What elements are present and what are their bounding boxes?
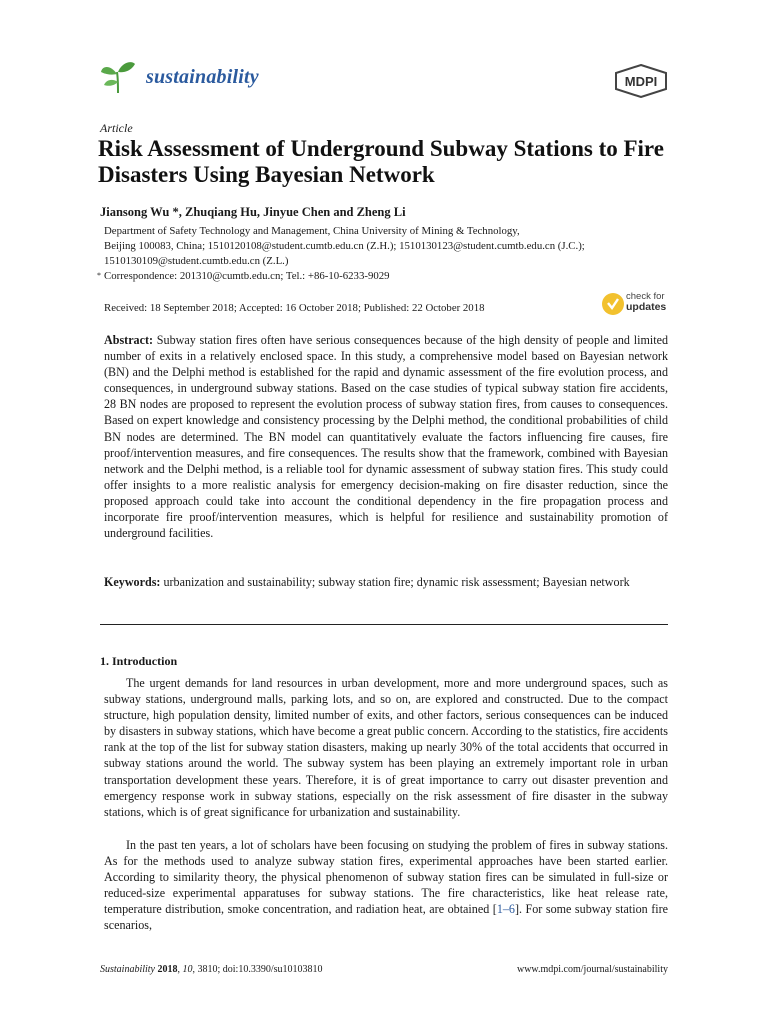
authors: Jiansong Wu *, Zhuqiang Hu, Jinyue Chen and Zheng Li xyxy=(100,205,406,219)
abstract xyxy=(104,332,668,541)
abstract-text: Subway station fires often have serious consequences because of the high density of people and limited number of exits in a relatively enclosed space. In this study, a comprehensive model based on Bayesian network (BN) and the Delphi method is established for the rapid and dynamic assessment of the fire evolution process, and consequences, in underground subway stations. Based on the case studies of typical subway station fire accidents, 28 BN nodes are proposed to represent the evolution process of subway station fires, from causes to consequences. Based on expert knowledge and consistency processing by the Delphi method, the conditional probabilities of child BN nodes are determined. The BN model can quantitatively evaluate the factors influencing fire causes, fire proof/intervention measures, and fire consequences. The results show that the framework, combined with Bayesian network and the Delphi method, is a reliable tool for dynamic assessment of subway station fires. This study could offer insights to a more realistic analysis for emergency decision-making on fire disaster reduction, since the proposed approach could take into account the conditional dependency in the fire propagation process and incorporate fire proof/intervention measures, which is helpful for resilience and sustainability promotion of underground facilities. xyxy=(104,333,668,541)
keywords-text: urbanization and sustainability; subway station fire; dynamic risk assessment; Bayesian network xyxy=(163,575,630,589)
paper-title: Risk Assessment of Underground Subway Stations to Fire Disasters Using Bayesian Network xyxy=(98,136,664,187)
intro-paragraph-1: The urgent demands for land resources in urban development, more and more underground spaces, such as subway stations, underground malls, parking lots, and so on, are explored and constructed. Due to the compact structure, high population density, limited number of exits, and other factors, serious consequences can be induced by disasters in subway stations, which have become a great public concern. According to the statistics, fire accidents rank at the top of the list for subway station disasters, making up nearly 30% of the total accidents that occurred in subway stations around the world. The subway system has been playing an extremely important role in urban transportation development these years. Therefore, it is of great importance to carry out disaster prevention and emergency response work in subway stations, especially on the risk assessment of fire disaster in the subway stations, which is of great significance for urbanization and sustainability. xyxy=(104,676,668,819)
affiliation-line: 1510130109@student.cumtb.edu.cn (Z.L.) xyxy=(104,255,289,267)
footer-volume: 10 xyxy=(182,964,193,975)
article-type: Article xyxy=(100,121,133,135)
keywords-label: Keywords: xyxy=(104,575,161,589)
svg-text:MDPI: MDPI xyxy=(624,74,658,89)
intro-paragraph-2-tail: ]. For some subway station fire scenarios, xyxy=(104,902,668,933)
check-updates-line1: check for xyxy=(626,291,665,302)
abstract-label: Abstract: xyxy=(104,333,154,347)
leaf-sprout-icon xyxy=(100,60,136,94)
footer-url[interactable]: www.mdpi.com/journal/sustainability xyxy=(516,964,668,975)
intro-paragraph-2-text: In the past ten years, a lot of scholars have been focusing on studying the problem of fires in subway stations. As for the methods used to analyze subway station fires, experimental approaches have been started earlier. According to similarity theory, the physical phenomenon of subway station fires can be simulated in full-size or reduced-size experimental apparatuses for subway stations. The fire characteristics, like heat release rate, temperature distribution, smoke concentration, and radiation heat, are obtained [ xyxy=(104,838,668,917)
check-updates-line2: updates xyxy=(626,301,667,313)
intro-paragraph-2 xyxy=(104,837,668,934)
correspondence-marker: * xyxy=(97,271,101,280)
check-for-updates-label[interactable] xyxy=(626,292,666,313)
keywords xyxy=(104,574,668,590)
affiliation-line: Beijing 100083, China; 1510120108@student.cumtb.edu.cn (Z.H.); 1510130123@student.cumtb.edu.cn (J.C.); xyxy=(104,240,585,252)
publication-dates: Received: 18 September 2018; Accepted: 16 October 2018; Published: 22 October 2018 xyxy=(104,302,485,314)
section-heading: 1. Introduction xyxy=(100,654,178,668)
journal-name: sustainability xyxy=(146,66,259,88)
section-divider xyxy=(100,624,668,625)
affiliation-line: Department of Safety Technology and Management, China University of Mining & Technology, xyxy=(104,225,520,237)
citation-link[interactable]: 1–6 xyxy=(496,902,515,917)
footer-doi: , 3810; doi:10.3390/su10103810 xyxy=(192,964,323,975)
mdpi-logo-icon xyxy=(614,64,668,98)
footer-citation: Sustainability 2018, 10, 3810; doi:10.3390/su10103810 xyxy=(100,964,323,975)
correspondence: Correspondence: 201310@cumtb.edu.cn; Tel.: +86-10-6233-9029 xyxy=(104,270,390,282)
footer-journal: Sustainability xyxy=(100,964,155,975)
footer-year: 2018 xyxy=(157,964,178,975)
